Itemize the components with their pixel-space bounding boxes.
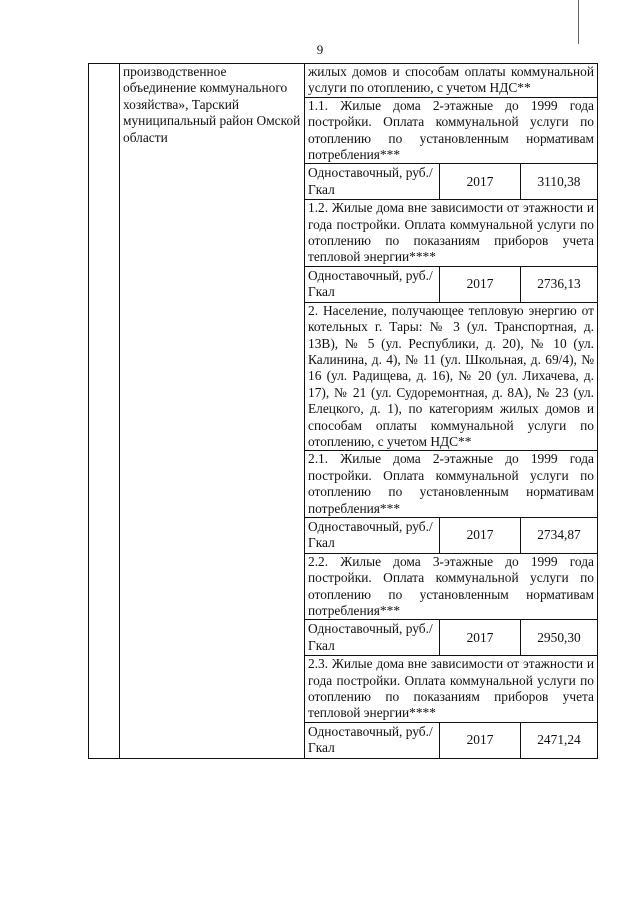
category-row — [305, 64, 597, 98]
tariff-row — [305, 723, 597, 758]
category-row — [305, 98, 597, 165]
category-text: 2.2. Жилые дома 3-этажные до 1999 года постройки. Оплата коммунальной услуги по отоплению по установленным нормативам потребления*** — [308, 553, 594, 618]
category-text: жилых домов и способам оплаты коммунальной услуги по отоплению, с учетом НДС** — [308, 64, 594, 96]
category-text: 2.3. Жилые дома вне зависимости от этажности и года постройки. Оплата коммунальной услуги по отоплению по показаниям приборов учета тепловой энергии**** — [308, 656, 594, 721]
category-row — [305, 656, 597, 723]
tariff-value: 3110,38 — [537, 173, 581, 189]
tariff-type: Одноставочный, руб./Гкал — [305, 164, 440, 199]
tariff-row — [305, 620, 597, 656]
category-row — [305, 303, 597, 452]
tariff-value: 2736,13 — [537, 276, 581, 292]
tariff-row — [305, 518, 597, 554]
page-number: 9 — [316, 42, 324, 57]
tariff-type: Одноставочный, руб./Гкал — [305, 518, 440, 553]
category-row — [305, 451, 597, 518]
category-text: 1.1. Жилые дома 2-этажные до 1999 года постройки. Оплата коммунальной услуги по отоплению по установленным нормативам потребления*** — [308, 97, 594, 163]
tariff-year: 2017 — [440, 518, 521, 553]
tariff-value: 2471,24 — [537, 732, 581, 748]
tariff-value: 2734,87 — [537, 527, 581, 543]
tariff-row — [305, 164, 597, 200]
category-text: 2.1. Жилые дома 2-этажные до 1999 года постройки. Оплата коммунальной услуги по отоплению по установленным нормативам потребления*** — [308, 451, 594, 516]
page-edge-line — [578, 0, 579, 44]
tariff-year: 2017 — [440, 164, 521, 199]
tariff-type: Одноставочный, руб./Гкал — [305, 267, 440, 302]
category-text: 2. Население, получающее тепловую энергию от котельных г. Тары: № 3 (ул. Транспортная, д. 13В), № 5 (ул. Республики, д. 20), № 10 (ул. Калинина, д. 4), № 11 (ул. Школьная, д. 69/4), № 16 (ул. Радищева, д. 16), № 20 (ул. Лихачева, д. 17), № 21 (ул. Судоремонтная, д. 8А), № 23 (ул. Елецкого, д. 1), по категориям жилых домов и способам оплаты коммунальной услуги по отоплению, с учетом НДС** — [308, 302, 594, 449]
tariff-table — [88, 63, 598, 759]
organization-text: производственное объединение коммунального хозяйства», Тарский муниципальный район Омской области — [123, 64, 301, 145]
index-cell — [89, 64, 120, 759]
tariff-value: 2950,30 — [537, 629, 581, 645]
tariff-year: 2017 — [440, 723, 521, 758]
tariff-year: 2017 — [440, 267, 521, 302]
details-column — [305, 64, 598, 759]
category-row — [305, 554, 597, 621]
tariff-year: 2017 — [440, 620, 521, 655]
category-row — [305, 200, 597, 267]
tariff-type: Одноставочный, руб./Гкал — [305, 723, 440, 758]
category-text: 1.2. Жилые дома вне зависимости от этажности и года постройки. Оплата коммунальной услуги по отоплению по показаниям приборов учета тепловой энергии**** — [308, 200, 594, 265]
tariff-type: Одноставочный, руб./Гкал — [305, 620, 440, 655]
organization-cell — [120, 64, 305, 759]
tariff-row — [305, 267, 597, 303]
